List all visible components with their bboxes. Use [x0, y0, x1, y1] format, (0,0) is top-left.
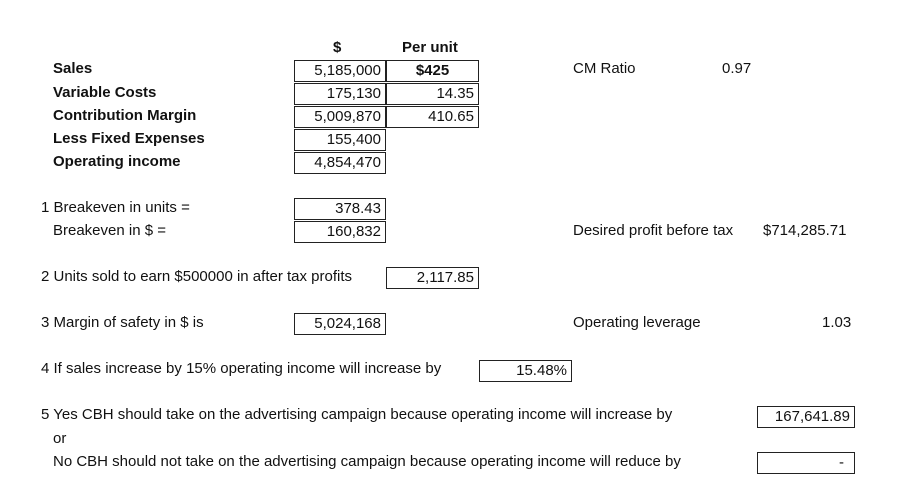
q5-no-value[interactable]: -: [757, 452, 855, 474]
cell-operating-income-total[interactable]: 4,854,470: [294, 152, 386, 174]
q1-breakeven-units-value[interactable]: 378.43: [294, 198, 386, 220]
desired-profit-value: $714,285.71: [763, 222, 847, 239]
q4-value[interactable]: 15.48%: [479, 360, 572, 382]
label-fixed-expenses: Less Fixed Expenses: [53, 130, 205, 147]
label-variable-costs: Variable Costs: [53, 84, 157, 101]
q1-breakeven-dollars-label: Breakeven in $ =: [53, 222, 166, 239]
q1-breakeven-units-label: 1 Breakeven in units =: [41, 199, 190, 216]
desired-profit-label: Desired profit before tax: [573, 222, 734, 239]
label-sales: Sales: [53, 60, 93, 77]
q1-breakeven-dollars-value[interactable]: 160,832: [294, 221, 386, 243]
cm-ratio-label: CM Ratio: [573, 60, 636, 77]
cm-ratio-value: 0.97: [722, 60, 752, 77]
q3-value[interactable]: 5,024,168: [294, 313, 386, 335]
q2-value[interactable]: 2,117.85: [386, 267, 479, 289]
cell-sales-total[interactable]: 5,185,000: [294, 60, 386, 82]
q5-no-label: No CBH should not take on the advertising campaign because operating income will reduce by: [53, 453, 681, 470]
q4-label: 4 If sales increase by 15% operating income will increase by: [41, 360, 442, 377]
operating-leverage-value: 1.03: [822, 314, 852, 331]
q5-yes-label: 5 Yes CBH should take on the advertising campaign because operating income will increase by: [41, 406, 673, 423]
header-per-unit: Per unit: [402, 39, 458, 56]
cell-variable-costs-total[interactable]: 175,130: [294, 83, 386, 105]
q5-yes-value[interactable]: 167,641.89: [757, 406, 855, 428]
operating-leverage-label: Operating leverage: [573, 314, 701, 331]
cell-contribution-margin-per-unit[interactable]: 410.65: [386, 106, 479, 128]
label-operating-income: Operating income: [53, 153, 181, 170]
q5-or-label: or: [53, 430, 67, 447]
header-dollar: $: [333, 39, 342, 56]
label-contribution-margin: Contribution Margin: [53, 107, 197, 124]
q3-label: 3 Margin of safety in $ is: [41, 314, 204, 331]
q2-label: 2 Units sold to earn $500000 in after tax profits: [41, 268, 353, 285]
cell-fixed-expenses-total[interactable]: 155,400: [294, 129, 386, 151]
cell-sales-per-unit[interactable]: $425: [386, 60, 479, 82]
cell-variable-costs-per-unit[interactable]: 14.35: [386, 83, 479, 105]
cell-contribution-margin-total[interactable]: 5,009,870: [294, 106, 386, 128]
